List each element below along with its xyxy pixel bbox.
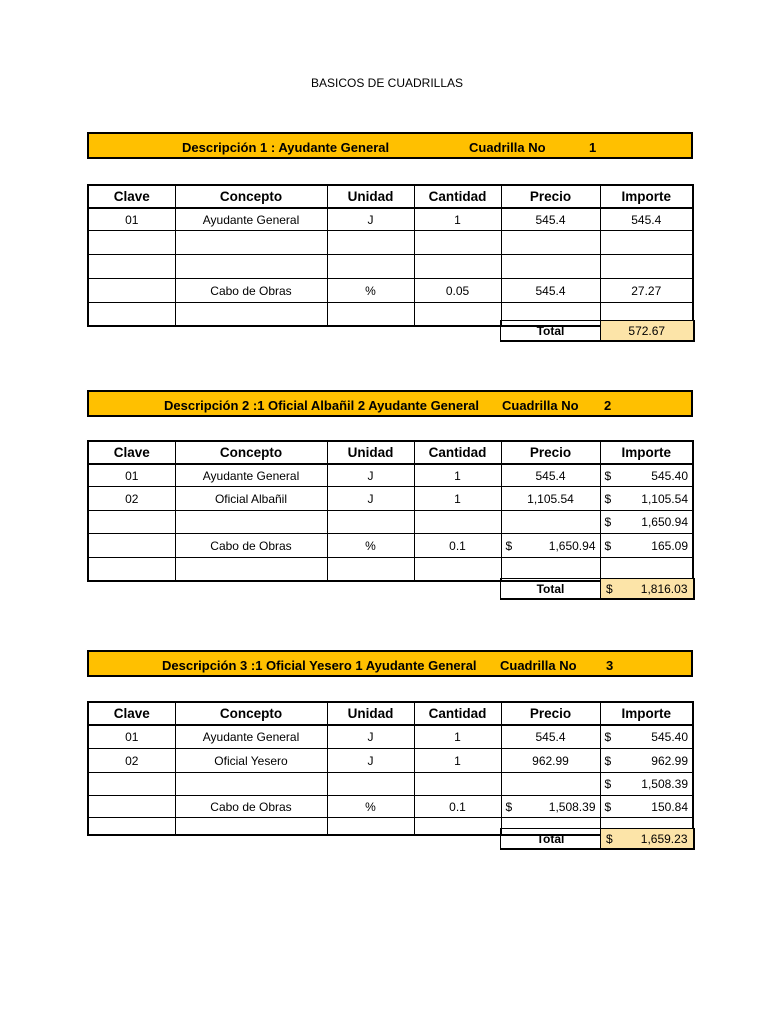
table-row	[88, 749, 693, 773]
column-header-importe: Importe	[600, 185, 693, 208]
amount: 1,650.94	[548, 538, 596, 553]
column-header-unidad: Unidad	[327, 441, 414, 464]
cell-unidad: J	[327, 487, 414, 511]
currency-sign: $	[604, 777, 612, 791]
cell-clave: 02	[88, 487, 175, 511]
section-3-total-value	[601, 829, 694, 850]
cell-importe	[600, 231, 693, 255]
column-header-clave: Clave	[88, 441, 175, 464]
cell-cantidad	[414, 818, 501, 836]
column-header-cantidad: Cantidad	[414, 441, 501, 464]
currency-sign: $	[604, 799, 612, 814]
section-3-header	[87, 650, 693, 677]
column-header-precio: Precio	[501, 185, 600, 208]
section-2-total	[500, 578, 695, 600]
currency-sign: $	[604, 468, 612, 483]
table-header-row	[88, 441, 693, 464]
section-1-cuadrilla-label: Cuadrilla No	[469, 140, 546, 155]
currency-sign: $	[505, 538, 513, 553]
cell-unidad	[327, 303, 414, 327]
table-row	[88, 208, 693, 231]
cell-importe	[600, 487, 693, 511]
column-header-unidad: Unidad	[327, 702, 414, 725]
section-3-cuadrilla-number: 3	[606, 658, 614, 673]
section-2-total-value	[601, 579, 694, 600]
cell-unidad	[327, 773, 414, 796]
cell-clave	[88, 231, 175, 255]
total-label: Total	[501, 579, 601, 600]
amount: 962.99	[651, 753, 688, 768]
amount: 545.40	[651, 468, 688, 483]
cell-unidad: J	[327, 464, 414, 487]
cell-concepto: Cabo de Obras	[175, 534, 327, 558]
section-2-header	[87, 390, 693, 417]
section-3-table	[87, 701, 694, 836]
cell-concepto	[175, 818, 327, 836]
amount: 1,659.23	[640, 831, 688, 846]
page-title: BASICOS DE CUADRILLAS	[310, 76, 464, 90]
total-label: Total	[501, 829, 601, 850]
cell-cantidad	[414, 231, 501, 255]
cell-unidad: %	[327, 796, 414, 818]
cell-concepto: Cabo de Obras	[175, 279, 327, 303]
cell-clave: 02	[88, 749, 175, 773]
table-row	[88, 773, 693, 796]
column-header-concepto: Concepto	[175, 702, 327, 725]
cell-clave	[88, 279, 175, 303]
table-row	[88, 796, 693, 818]
cell-clave: 01	[88, 725, 175, 749]
amount: 1,650.94	[641, 515, 688, 529]
cell-unidad: J	[327, 725, 414, 749]
cell-unidad	[327, 255, 414, 279]
cell-concepto: Cabo de Obras	[175, 796, 327, 818]
cell-importe	[600, 534, 693, 558]
section-2-table	[87, 440, 694, 582]
cell-importe	[600, 464, 693, 487]
cell-importe	[600, 255, 693, 279]
cell-clave	[88, 818, 175, 836]
cell-concepto: Ayudante General	[175, 464, 327, 487]
currency-sign: $	[606, 831, 613, 846]
cell-concepto	[175, 773, 327, 796]
column-header-precio: Precio	[501, 441, 600, 464]
cell-clave	[88, 796, 175, 818]
cell-cantidad: 0.1	[414, 534, 501, 558]
amount: 1,508.39	[641, 777, 688, 791]
cell-clave	[88, 511, 175, 534]
column-header-clave: Clave	[88, 185, 175, 208]
table-row	[88, 464, 693, 487]
column-header-precio: Precio	[501, 702, 600, 725]
section-3-description: Descripción 3 :1 Oficial Yesero 1 Ayudante General	[162, 658, 477, 673]
table-row	[88, 279, 693, 303]
cell-concepto: Ayudante General	[175, 208, 327, 231]
cell-concepto: Oficial Yesero	[175, 749, 327, 773]
cell-concepto	[175, 511, 327, 534]
amount: 150.84	[651, 799, 688, 814]
cell-precio: 545.4	[501, 464, 600, 487]
cell-unidad: %	[327, 279, 414, 303]
table-row	[88, 725, 693, 749]
cell-concepto	[175, 303, 327, 327]
cell-precio: 545.4	[501, 208, 600, 231]
amount: 1,508.39	[548, 799, 596, 814]
cell-precio	[501, 231, 600, 255]
cell-cantidad: 1	[414, 464, 501, 487]
cell-clave: 01	[88, 464, 175, 487]
cell-concepto	[175, 558, 327, 582]
amount: 1,105.54	[641, 491, 688, 506]
cell-unidad	[327, 558, 414, 582]
section-1-total-value: 572.67	[601, 321, 694, 342]
cell-precio	[501, 511, 600, 534]
cell-importe	[600, 773, 693, 796]
cell-cantidad	[414, 773, 501, 796]
cell-importe	[600, 749, 693, 773]
section-1-table	[87, 184, 694, 327]
table-row	[88, 487, 693, 511]
currency-sign: $	[505, 799, 513, 814]
cell-unidad: J	[327, 208, 414, 231]
cell-cantidad: 1	[414, 725, 501, 749]
cell-importe	[600, 725, 693, 749]
cell-clave	[88, 255, 175, 279]
amount: 165.09	[651, 538, 688, 553]
cell-clave	[88, 773, 175, 796]
cell-concepto	[175, 255, 327, 279]
cell-cantidad: 0.05	[414, 279, 501, 303]
cell-cantidad	[414, 558, 501, 582]
cell-cantidad: 0.1	[414, 796, 501, 818]
cell-importe: 545.4	[600, 208, 693, 231]
currency-sign: $	[604, 730, 612, 744]
cell-cantidad	[414, 255, 501, 279]
table-header-row	[88, 702, 693, 725]
cell-importe	[600, 796, 693, 818]
table-row	[88, 231, 693, 255]
cell-importe	[600, 511, 693, 534]
amount: 545.40	[651, 730, 688, 744]
section-1-cuadrilla-number: 1	[589, 140, 597, 155]
currency-sign: $	[604, 491, 612, 506]
cell-precio	[501, 773, 600, 796]
column-header-importe: Importe	[600, 702, 693, 725]
cell-precio: 962.99	[501, 749, 600, 773]
currency-sign: $	[604, 515, 612, 529]
cell-cantidad	[414, 511, 501, 534]
cell-cantidad: 1	[414, 487, 501, 511]
cell-unidad	[327, 511, 414, 534]
cell-cantidad: 1	[414, 208, 501, 231]
currency-sign: $	[604, 538, 612, 553]
column-header-unidad: Unidad	[327, 185, 414, 208]
column-header-cantidad: Cantidad	[414, 702, 501, 725]
cell-concepto: Oficial Albañil	[175, 487, 327, 511]
cell-unidad	[327, 231, 414, 255]
amount: 1,816.03	[640, 581, 688, 596]
cell-precio	[501, 255, 600, 279]
column-header-concepto: Concepto	[175, 441, 327, 464]
cell-precio: 545.4	[501, 279, 600, 303]
cell-precio	[501, 796, 600, 818]
column-header-importe: Importe	[600, 441, 693, 464]
cell-cantidad	[414, 303, 501, 327]
table-row	[88, 511, 693, 534]
cell-clave	[88, 303, 175, 327]
section-1-header	[87, 132, 693, 159]
section-1-description: Descripción 1 : Ayudante General	[182, 140, 390, 155]
cell-concepto	[175, 231, 327, 255]
cell-concepto: Ayudante General	[175, 725, 327, 749]
column-header-concepto: Concepto	[175, 185, 327, 208]
cell-clave	[88, 558, 175, 582]
section-2-description: Descripción 2 :1 Oficial Albañil 2 Ayudante General	[164, 398, 479, 413]
cell-clave	[88, 534, 175, 558]
section-1-total	[500, 320, 695, 342]
section-2-cuadrilla-number: 2	[604, 398, 612, 413]
currency-sign: $	[604, 753, 612, 768]
cell-unidad: J	[327, 749, 414, 773]
cell-importe: 27.27	[600, 279, 693, 303]
cell-unidad	[327, 818, 414, 836]
cell-cantidad: 1	[414, 749, 501, 773]
cell-precio	[501, 534, 600, 558]
table-header-row	[88, 185, 693, 208]
cell-unidad: %	[327, 534, 414, 558]
table-row	[88, 534, 693, 558]
section-3-total	[500, 828, 695, 850]
table-row	[88, 255, 693, 279]
cell-precio: 1,105.54	[501, 487, 600, 511]
currency-sign: $	[606, 581, 613, 596]
cell-clave: 01	[88, 208, 175, 231]
total-label: Total	[501, 321, 601, 342]
column-header-clave: Clave	[88, 702, 175, 725]
column-header-cantidad: Cantidad	[414, 185, 501, 208]
section-2-cuadrilla-label: Cuadrilla No	[502, 398, 579, 413]
cell-precio: 545.4	[501, 725, 600, 749]
section-3-cuadrilla-label: Cuadrilla No	[500, 658, 577, 673]
